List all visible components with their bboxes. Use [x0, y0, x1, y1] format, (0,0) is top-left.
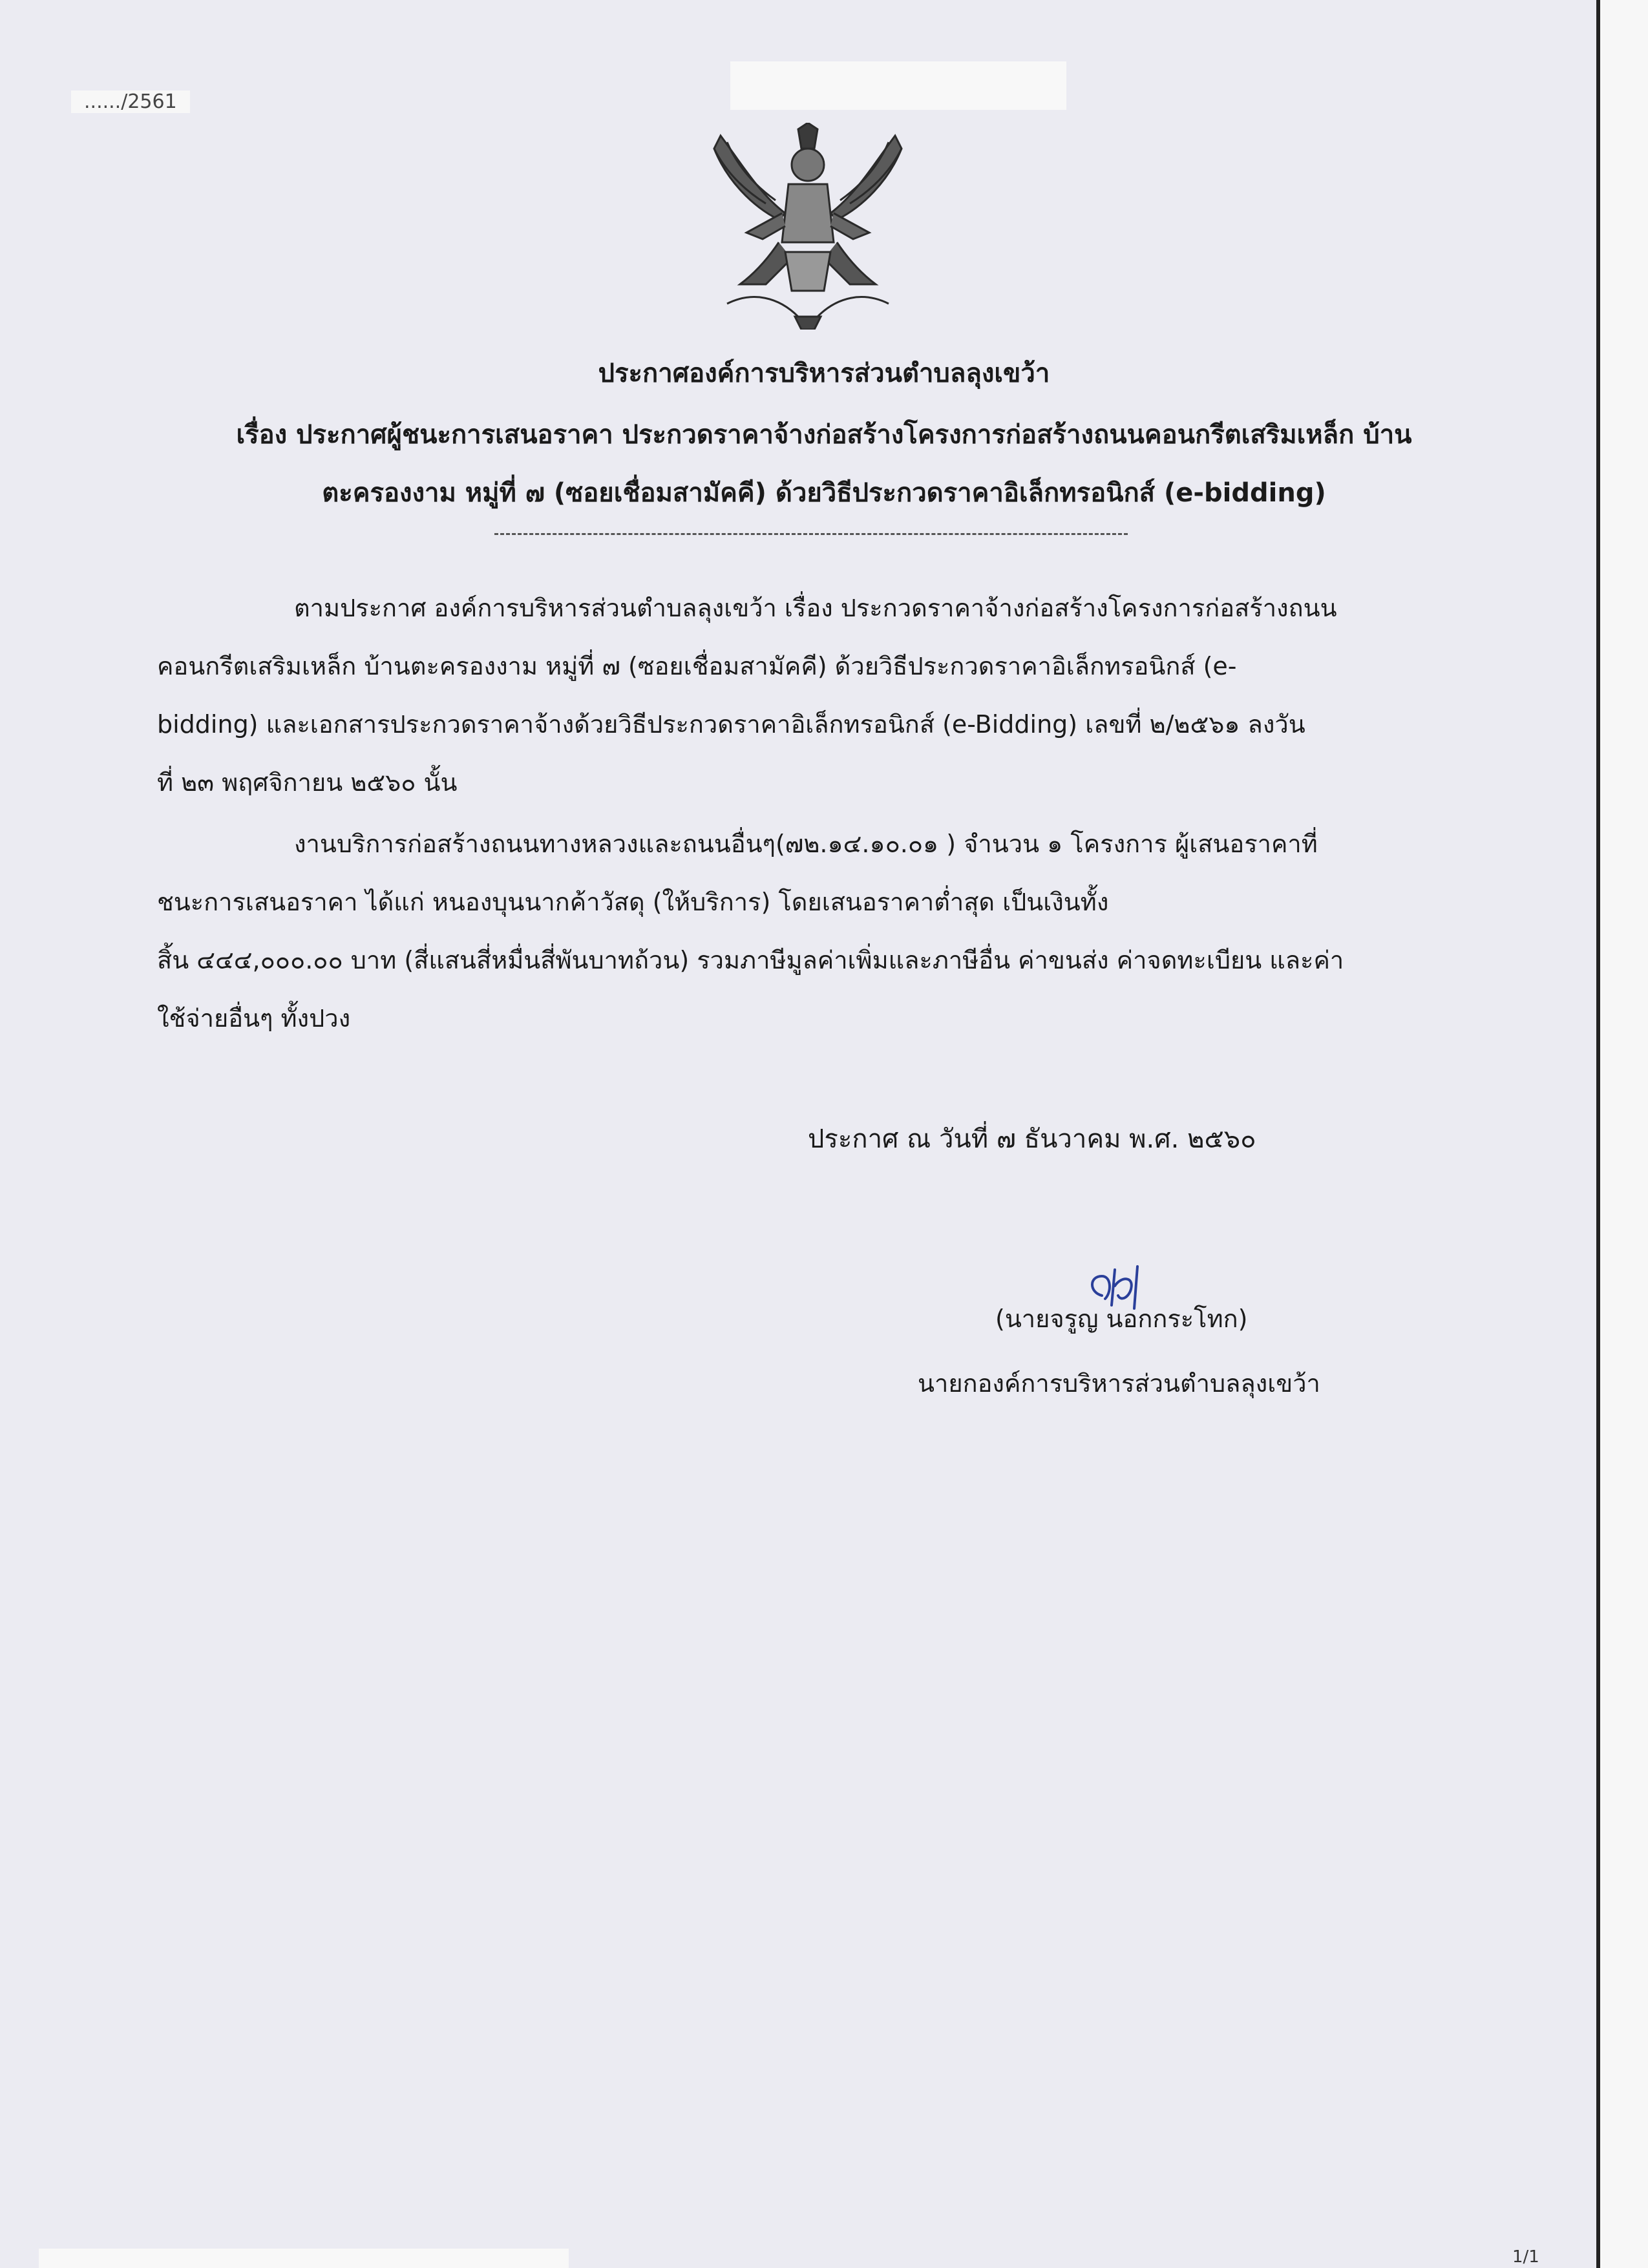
paragraph-2-line-3: สิ้น ๔๔๔,๐๐๐.๐๐ บาท (สี่แสนสี่หมื่นสี่พันบาทถ้วน) รวมภาษีมูลค่าเพิ่มและภาษีอื่น ค่าขนส่ง ค่าจดทะเบียน และค่า	[157, 946, 1344, 974]
garuda-emblem	[701, 123, 914, 330]
corner-note: ....../2561	[71, 90, 190, 113]
title-line-1: ประกาศองค์การบริหารส่วนตำบลลุงเขว้า	[598, 359, 1050, 388]
paragraph-1-line-2: คอนกรีตเสริมเหล็ก บ้านตะครองงาม หมู่ที่ ๗ (ซอยเชื่อมสามัคคี) ด้วยวิธีประกวดราคาอิเล็กทรอนิกส์ (e-	[157, 652, 1237, 680]
page-number: 1/1	[1512, 2247, 1539, 2267]
paragraph-1-line-4: ที่ ๒๓ พฤศจิกายน ๒๕๖๐ นั้น	[157, 768, 458, 797]
paragraph-2-line-2: ชนะการเสนอราคา ได้แก่ หนองบุนนากค้าวัสดุ (ให้บริการ) โดยเสนอราคาต่ำสุด เป็นเงินทั้ง	[157, 888, 1109, 916]
signer-position: นายกองค์การบริหารส่วนตำบลลุงเขว้า	[918, 1369, 1320, 1398]
paragraph-1-line-3: bidding) และเอกสารประกวดราคาจ้างด้วยวิธีประกวดราคาอิเล็กทรอนิกส์ (e-Bidding) เลขที่ ๒/๒๕๖๑ ลงวัน	[157, 710, 1305, 739]
separator-dashes	[494, 533, 1128, 535]
scan-redaction-bottom	[39, 2249, 569, 2268]
title-line-2: เรื่อง ประกาศผู้ชนะการเสนอราคา ประกวดราคาจ้างก่อสร้างโครงการก่อสร้างถนนคอนกรีตเสริมเหล็ก บ้าน	[236, 420, 1412, 450]
paragraph-2-line-1: งานบริการก่อสร้างถนนทางหลวงและถนนอื่นๆ(๗๒.๑๔.๑๐.๐๑ ) จำนวน ๑ โครงการ ผู้เสนอราคาที่	[294, 830, 1318, 858]
paragraph-2-line-4: ใช้จ่ายอื่นๆ ทั้งปวง	[157, 1004, 351, 1033]
announce-date: ประกาศ ณ วันที่ ๗ ธันวาคม พ.ศ. ๒๕๖๐	[808, 1124, 1256, 1154]
paragraph-1-line-1: ตามประกาศ องค์การบริหารส่วนตำบลลุงเขว้า เรื่อง ประกวดราคาจ้างก่อสร้างโครงการก่อสร้างถนน	[294, 594, 1337, 622]
scan-redaction-top	[730, 61, 1066, 110]
signer-name: (นายจรูญ นอกกระโทก)	[995, 1305, 1248, 1333]
scan-edge	[1596, 0, 1648, 2268]
title-line-3: ตะครองงาม หมู่ที่ ๗ (ซอยเชื่อมสามัคคี) ด้วยวิธีประกวดราคาอิเล็กทรอนิกส์ (e-bidding)	[322, 478, 1326, 508]
